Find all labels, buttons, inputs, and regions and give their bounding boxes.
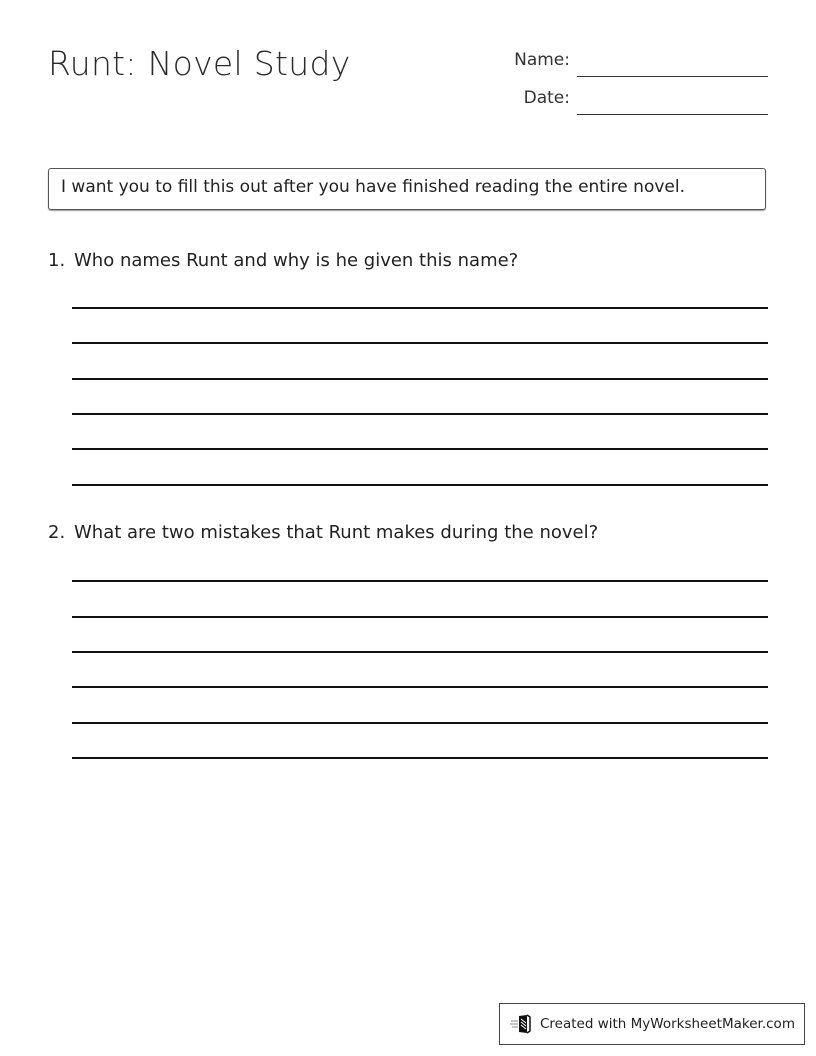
- answer-line[interactable]: [72, 580, 768, 582]
- question-text: Who names Runt and why is he given this name?: [74, 250, 519, 271]
- footer-text: Created with MyWorksheetMaker.com: [540, 1016, 795, 1032]
- answer-line[interactable]: [72, 616, 768, 618]
- footer-badge[interactable]: [499, 1003, 805, 1045]
- worksheet-logo-icon: [510, 1014, 532, 1034]
- answer-line[interactable]: [72, 378, 768, 380]
- answer-line[interactable]: [72, 686, 768, 688]
- answer-line[interactable]: [72, 413, 768, 415]
- question-number: 1.: [48, 250, 66, 271]
- question-text: What are two mistakes that Runt makes during the novel?: [74, 522, 599, 543]
- name-field[interactable]: [577, 76, 768, 77]
- instructions-box: I want you to fill this out after you have finished reading the entire novel.: [48, 168, 766, 210]
- answer-line[interactable]: [72, 757, 768, 759]
- answer-line[interactable]: [72, 651, 768, 653]
- answer-line[interactable]: [72, 307, 768, 309]
- question-number: 2.: [48, 522, 66, 543]
- question-1: [48, 250, 518, 271]
- answer-line[interactable]: [72, 342, 768, 344]
- date-label: Date:: [523, 88, 570, 108]
- name-label: Name:: [514, 50, 570, 70]
- worksheet-title: Runt: Novel Study: [48, 44, 351, 83]
- question-2: [48, 522, 598, 543]
- answer-line[interactable]: [72, 484, 768, 486]
- answer-line[interactable]: [72, 722, 768, 724]
- answer-line[interactable]: [72, 448, 768, 450]
- date-field[interactable]: [577, 114, 768, 115]
